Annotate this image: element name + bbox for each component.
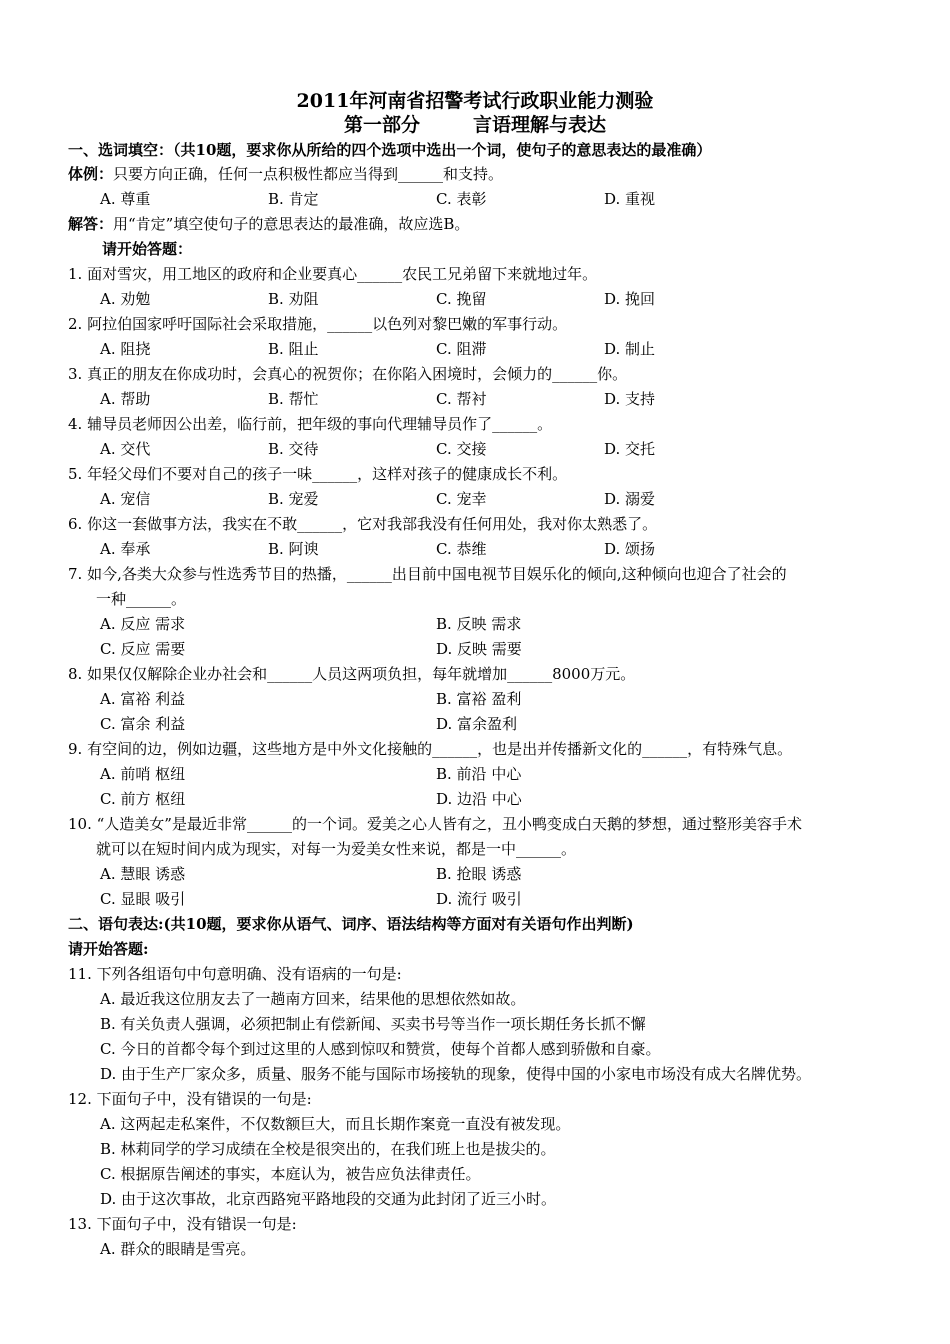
question-stem: 4. 辅导员老师因公出差，临行前，把年级的事向代理辅导员作了______。: [68, 415, 553, 433]
option: A. 劝勉: [100, 290, 151, 308]
question-stem: 11. 下列各组语句中句意明确、没有语病的一句是:: [68, 965, 402, 983]
option: D. 边沿 中心: [436, 790, 522, 808]
option: B. 有关负责人强调，必须把制止有偿新闻、买卖书号等当作一项长期任务长抓不懈: [100, 1015, 646, 1033]
start-prompt: 请开始答题:: [68, 940, 149, 958]
option: D. 交托: [604, 440, 656, 458]
question-stem: 3. 真正的朋友在你成功时，会真心的祝贺你；在你陷入困境时，会倾力的______你。: [68, 365, 628, 383]
option: B. 富裕 盈利: [436, 690, 522, 708]
question-stem: 6. 你这一套做事方法，我实在不敢______，它对我部我没有任何用处，我对你太熟悉了。: [68, 515, 658, 533]
question-stem: 12. 下面句子中，没有错误的一句是:: [68, 1090, 312, 1108]
option: A. 交代: [100, 440, 151, 458]
option: C. 表彰: [436, 190, 487, 208]
option: C. 根据原告阐述的事实，本庭认为，被告应负法律责任。: [100, 1165, 481, 1183]
option: A. 尊重: [100, 190, 151, 208]
option: C. 帮衬: [436, 390, 487, 408]
option: C. 显眼 吸引: [100, 890, 186, 908]
option: D. 颂扬: [604, 540, 656, 558]
option: A. 奉承: [100, 540, 151, 558]
part2-heading: 二、语句表达:(共10题，要求你从语气、词序、语法结构等方面对有关语句作出判断): [68, 915, 634, 933]
option: A. 前哨 枢纽: [100, 765, 186, 783]
option: C. 今日的首都令每个到过这里的人感到惊叹和赞赏，使每个首都人感到骄傲和自豪。: [100, 1040, 661, 1058]
question-stem: 8. 如果仅仅解除企业办社会和______人员这两项负担，每年就增加______8000万元。: [68, 665, 636, 683]
option: D. 反映 需要: [436, 640, 522, 658]
option: A. 富裕 利益: [100, 690, 186, 708]
option: B. 前沿 中心: [436, 765, 522, 783]
option: B. 肯定: [268, 190, 319, 208]
question-stem: 7. 如今,各类大众参与性选秀节目的热播，______出目前中国电视节目娱乐化的倾向,这种倾向也迎合了社会的: [68, 565, 787, 583]
question-stem: 9. 有空间的边，例如边疆，这些地方是中外文化接触的______，也是出并传播新文化的______，有特殊气息。: [68, 740, 793, 758]
option: B. 抢眼 诱惑: [436, 865, 522, 883]
option: A. 反应 需求: [100, 615, 186, 633]
option: A. 群众的眼睛是雪亮。: [100, 1240, 256, 1258]
option: A. 帮助: [100, 390, 151, 408]
option: C. 阻滞: [436, 340, 487, 358]
option: A. 宠信: [100, 490, 151, 508]
option: A. 阻挠: [100, 340, 151, 358]
option: A. 慧眼 诱惑: [100, 865, 186, 883]
answer-line: [68, 215, 469, 233]
option: B. 林莉同学的学习成绩在全校是很突出的，在我们班上也是拔尖的。: [100, 1140, 556, 1158]
option: B. 交待: [268, 440, 319, 458]
option: C. 恭维: [436, 540, 487, 558]
option: B. 阿谀: [268, 540, 319, 558]
question-stem-continued: 一种______。: [96, 590, 187, 608]
answer-label: 解答：: [68, 215, 114, 233]
question-stem: 1. 面对雪灾，用工地区的政府和企业要真心______农民工兄弟留下来就地过年。: [68, 265, 598, 283]
option: C. 交接: [436, 440, 487, 458]
option: C. 富余 利益: [100, 715, 186, 733]
option: B. 宠爱: [268, 490, 319, 508]
option: B. 阻止: [268, 340, 319, 358]
option: D. 由于这次事故，北京西路宛平路地段的交通为此封闭了近三小时。: [100, 1190, 557, 1208]
option: D. 溺爱: [604, 490, 656, 508]
example-text: 只要方向正确，任何一点积极性都应当得到______和支持。: [113, 165, 504, 183]
document-title: 2011年河南省招警考试行政职业能力测验: [296, 90, 654, 112]
option: A. 最近我这位朋友去了一趟南方回来，结果他的思想依然如故。: [100, 990, 526, 1008]
option: D. 挽回: [604, 290, 656, 308]
question-stem: 2. 阿拉伯国家呼吁国际社会采取措施，______以色列对黎巴嫩的军事行动。: [68, 315, 568, 333]
section-title: 第一部分 言语理解与表达: [344, 114, 606, 136]
answer-text: 用“肯定”填空使句子的意思表达的最准确，故应选B。: [113, 215, 470, 233]
option: C. 挽留: [436, 290, 487, 308]
example-line: [68, 165, 503, 183]
question-stem-continued: 就可以在短时间内成为现实，对每一为爱美女性来说，都是一中______。: [96, 840, 577, 858]
question-stem: 5. 年轻父母们不要对自己的孩子一味______，这样对孩子的健康成长不利。: [68, 465, 568, 483]
option: D. 流行 吸引: [436, 890, 522, 908]
option: D. 制止: [604, 340, 656, 358]
option: C. 宠幸: [436, 490, 487, 508]
option: C. 前方 枢纽: [100, 790, 186, 808]
option: B. 反映 需求: [436, 615, 522, 633]
example-label: 体例：: [68, 165, 114, 183]
option: B. 劝阻: [268, 290, 319, 308]
option: A. 这两起走私案件，不仅数额巨大，而且长期作案竟一直没有被发现。: [100, 1115, 571, 1133]
option: B. 帮忙: [268, 390, 319, 408]
option: D. 由于生产厂家众多，质量、服务不能与国际市场接轨的现象，使得中国的小家电市场没有成大名牌优势。: [100, 1065, 812, 1083]
option: D. 重视: [604, 190, 656, 208]
question-stem: 10. “人造美女”是最近非常______的一个词。爱美之心人皆有之，丑小鸭变成白天鹅的梦想，通过整形美容手术: [68, 815, 802, 833]
question-stem: 13. 下面句子中，没有错误一句是:: [68, 1215, 297, 1233]
option: D. 富余盈利: [436, 715, 518, 733]
option: C. 反应 需要: [100, 640, 186, 658]
part1-heading: 一、选词填空：（共10题，要求你从所给的四个选项中选出一个词，使句子的意思表达的最准确）: [68, 141, 712, 159]
start-prompt: 请开始答题：: [102, 240, 193, 258]
option: D. 支持: [604, 390, 656, 408]
